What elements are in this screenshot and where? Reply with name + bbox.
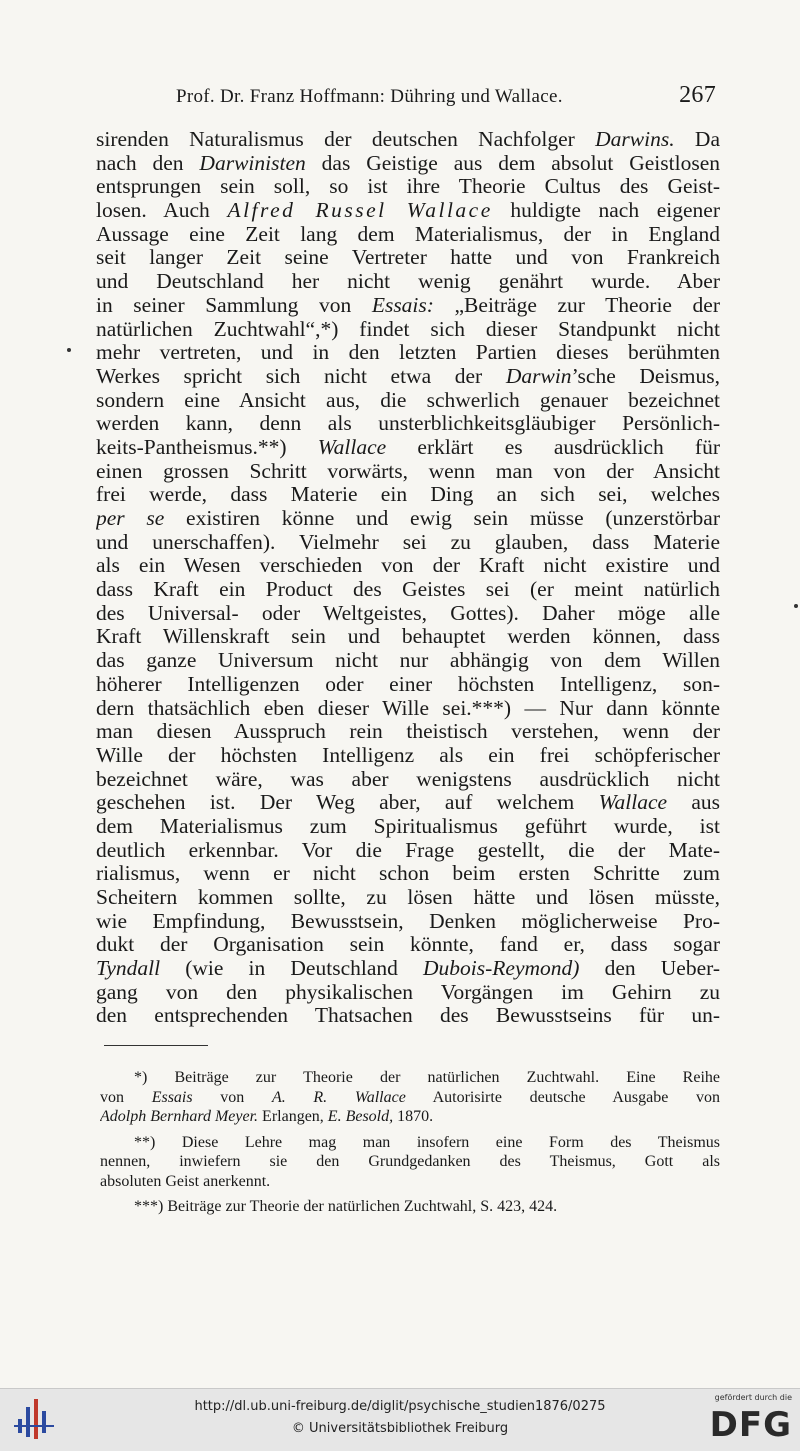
italic-run: per se xyxy=(96,507,165,530)
italic-run: Essais xyxy=(151,1088,193,1106)
footnote-line xyxy=(100,1107,720,1127)
text-run: huldigte nach eigener xyxy=(492,199,720,223)
text-run: „Beiträge zur Theorie der xyxy=(433,293,720,317)
text-run: dukt der Organisation sein könnte, fand er, dass sogar xyxy=(96,933,720,957)
italic-run: A. R. Wallace xyxy=(271,1088,406,1106)
text-line xyxy=(96,483,720,507)
dfg-wordmark: DFG xyxy=(709,1405,792,1445)
text-run: (wie in Deutschland xyxy=(160,957,424,981)
permalink-url[interactable]: http://dl.ub.uni-freiburg.de/diglit/psychische_studien1876/0275 xyxy=(194,1399,606,1414)
text-line xyxy=(96,910,720,934)
text-line xyxy=(96,1004,720,1028)
text-run: den entsprechenden Thatsachen des Bewusstseins für un- xyxy=(96,1004,720,1028)
footnote-line xyxy=(100,1197,720,1217)
text-run: und unerschaffen). Vielmehr sei zu glauben, dass Materie xyxy=(96,530,720,554)
text-run: das ganze Universum nicht nur abhängig von dem Willen xyxy=(96,649,720,673)
text-line xyxy=(96,578,720,602)
text-line xyxy=(96,602,720,626)
text-run: existiren könne und ewig sein müsse (unzerstörbar xyxy=(164,507,720,530)
italic-run: Wallace xyxy=(317,435,387,459)
text-line xyxy=(96,768,720,792)
text-line xyxy=(96,270,720,294)
text-run: aus xyxy=(667,791,720,815)
text-run: dern thatsächlich eben dieser Wille sei.***) — Nur dann könnte xyxy=(96,696,720,720)
text-run: man diesen Ausspruch rein theistisch verstehen, wenn der xyxy=(96,720,720,744)
text-run: des Universal- oder Weltgeistes, Gottes). Daher möge alle xyxy=(96,601,720,625)
text-line xyxy=(96,933,720,957)
text-run: den Ueber- xyxy=(579,957,720,981)
text-line xyxy=(96,697,720,721)
text-line xyxy=(96,152,720,176)
text-run: wie Empfindung, Bewusstsein, Denken möglicherweise Pro- xyxy=(96,909,720,933)
text-run: Wille der höchsten Intelligenz als ein frei schöpferischer xyxy=(96,743,720,767)
text-line xyxy=(96,862,720,886)
text-run: nach den xyxy=(96,151,200,175)
text-line xyxy=(96,246,720,270)
text-line xyxy=(96,318,720,342)
text-run: keits-Pantheismus.**) xyxy=(96,435,318,459)
text-line xyxy=(96,981,720,1005)
italic-run: Darwinisten xyxy=(199,151,306,175)
footnote-line xyxy=(100,1068,720,1088)
italic-run: Darwins. xyxy=(595,128,675,151)
text-run: entsprungen sein soll, so ist ihre Theorie Cultus des Geist- xyxy=(96,175,720,199)
text-run: Kraft Willenskraft sein und behauptet werden können, dass xyxy=(96,625,720,649)
margin-mark xyxy=(794,604,798,608)
text-line xyxy=(96,886,720,910)
italic-run: Adolph Bernhard Meyer. xyxy=(100,1108,259,1125)
text-run: sondern eine Ansicht aus, die schwerlich genauer bezeichnet xyxy=(96,388,720,412)
spaced-run: Alfred Russel Wallace xyxy=(227,199,493,223)
text-line xyxy=(96,507,720,531)
text-line xyxy=(96,128,720,152)
footnote-line xyxy=(100,1088,720,1108)
text-run: und Deutschland her nicht wenig genährt wurde. Aber xyxy=(96,270,720,294)
italic-run: Wallace xyxy=(598,791,668,815)
text-run: Da xyxy=(674,128,720,151)
text-run: bezeichnet wäre, was aber wenigstens ausdrücklich nicht xyxy=(96,767,720,791)
text-line xyxy=(96,412,720,436)
text-run: dass Kraft ein Product des Geistes sei (er meint natürlich xyxy=(96,578,720,602)
text-run: von xyxy=(192,1088,272,1106)
dfg-tagline: gefördert durch die xyxy=(714,1393,792,1402)
text-line xyxy=(96,720,720,744)
text-run: **) Diese Lehre mag man insofern eine Form des Theismus xyxy=(134,1133,720,1151)
running-title: Prof. Dr. Franz Hoffmann: Dühring und Wallace. xyxy=(176,86,563,107)
text-line xyxy=(96,294,720,318)
text-line xyxy=(96,957,720,981)
text-run: frei werde, dass Materie ein Ding an sich sei, welches xyxy=(96,483,720,507)
copyright-notice: © Universitätsbibliothek Freiburg xyxy=(291,1421,509,1436)
dfg-logo xyxy=(706,1393,792,1447)
text-run: nennen, inwiefern sie den Grundgedanken des Theismus, Gott als xyxy=(100,1153,720,1170)
text-line xyxy=(96,436,720,460)
text-line xyxy=(96,460,720,484)
text-run: Erlangen, xyxy=(258,1108,328,1125)
italic-run: Darwin xyxy=(505,364,572,388)
viewer-footer xyxy=(0,1388,800,1451)
text-run: das Geistige aus dem absolut Geistlosen xyxy=(305,151,720,175)
text-run: sirenden Naturalismus der deutschen Nachfolger xyxy=(96,128,596,151)
text-run: dem Materialismus zum Spiritualismus geführt wurde, ist xyxy=(96,814,720,838)
margin-mark xyxy=(67,348,71,352)
footnote-line xyxy=(100,1152,720,1172)
footnote-line xyxy=(100,1133,720,1153)
page-number: 267 xyxy=(679,82,716,108)
text-run: losen. Auch xyxy=(96,199,228,223)
text-line xyxy=(96,341,720,365)
text-line xyxy=(96,199,720,223)
italic-run: Dubois-Reymond) xyxy=(423,957,580,981)
footnotes xyxy=(100,1068,720,1217)
text-run: deutlich erkennbar. Vor die Frage gestellt, die der Mate- xyxy=(96,838,720,862)
text-line xyxy=(96,744,720,768)
text-line xyxy=(96,223,720,247)
text-line xyxy=(96,365,720,389)
text-line xyxy=(96,389,720,413)
text-run: erklärt es ausdrücklich für xyxy=(386,435,720,459)
text-run: einen grossen Schritt vorwärts, wenn man von der Ansicht xyxy=(96,459,720,483)
italic-run: Essais: xyxy=(371,293,434,317)
text-line xyxy=(96,175,720,199)
text-run: absoluten Geist anerkennt. xyxy=(100,1172,271,1190)
text-run: in seiner Sammlung von xyxy=(96,293,372,317)
text-line xyxy=(96,815,720,839)
main-text xyxy=(96,128,720,1028)
footnote-line xyxy=(100,1172,720,1192)
text-run: Aussage eine Zeit lang dem Materialismus, der in England xyxy=(96,222,720,246)
text-line xyxy=(96,531,720,555)
text-run: 1870. xyxy=(393,1108,434,1125)
text-run: ’sche Deismus, xyxy=(571,364,720,388)
italic-run: Tyndall xyxy=(96,957,161,981)
text-run: mehr vertreten, und in den letzten Partien dieses berühmten xyxy=(96,341,720,365)
italic-run: E. Besold, xyxy=(327,1108,394,1125)
text-line xyxy=(96,649,720,673)
text-run: seit langer Zeit seine Vertreter hatte und von Frankreich xyxy=(96,246,720,270)
text-run: gang von den physikalischen Vorgängen im Gehirn zu xyxy=(96,980,720,1004)
text-run: Autorisirte deutsche Ausgabe von xyxy=(405,1088,720,1106)
text-line xyxy=(96,839,720,863)
text-line xyxy=(96,673,720,697)
text-run: natürlichen Zuchtwahl“,*) findet sich dieser Standpunkt nicht xyxy=(96,317,720,341)
text-run: als ein Wesen verschieden von der Kraft nicht existire und xyxy=(96,554,720,578)
text-run: *) Beiträge zur Theorie der natürlichen Zuchtwahl. Eine Reihe xyxy=(134,1069,720,1086)
text-line xyxy=(96,625,720,649)
text-run: geschehen ist. Der Weg aber, auf welchem xyxy=(96,791,599,815)
text-run: höherer Intelligenzen oder einer höchsten Intelligenz, son- xyxy=(96,672,720,696)
text-line xyxy=(96,554,720,578)
text-run: ***) Beiträge zur Theorie der natürlichen Zuchtwahl, S. 423, 424. xyxy=(134,1198,558,1215)
page-header xyxy=(176,82,716,112)
text-run: Werkes spricht sich nicht etwa der xyxy=(96,364,506,388)
text-run: Scheitern kommen sollte, zu lösen hätte und lösen müsste, xyxy=(96,886,720,909)
text-line xyxy=(96,791,720,815)
text-run: von xyxy=(100,1088,152,1106)
text-run: rialismus, wenn er nicht schon beim ersten Schritte zum xyxy=(96,862,720,886)
footnote-separator xyxy=(104,1045,208,1046)
text-run: werden kann, denn als unsterblichkeitsgläubiger Persönlich- xyxy=(96,412,720,436)
